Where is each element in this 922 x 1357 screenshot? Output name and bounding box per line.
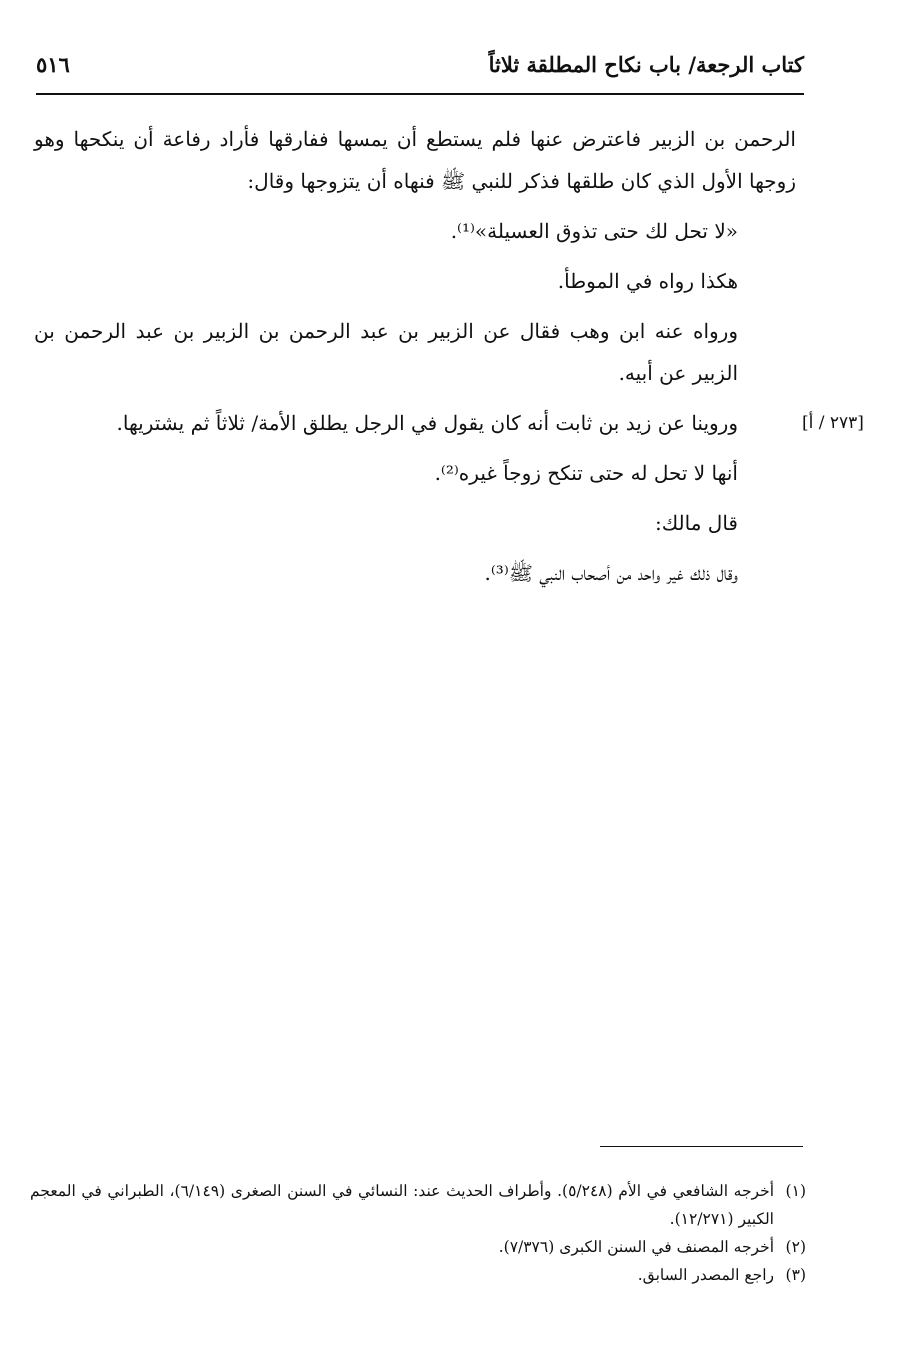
footnote-text: راجع المصدر السابق.: [637, 1266, 774, 1284]
footnote-2: [30, 1233, 806, 1261]
page-number: ٥١٦: [36, 52, 70, 77]
footnote-number: (١): [785, 1182, 806, 1200]
paragraph-2: «لا تحل لك حتى تذوق العسيلة»⁽¹⁾.: [450, 219, 738, 243]
paragraph-3: هكذا رواه في الموطأ.: [557, 269, 738, 293]
footnote-text: أخرجه الشافعي في الأم (٥/٢٤٨). وأطراف الحديث عند: النسائي في السنن الصغرى (٦/١٤٩)، الطبراني في المعجم الكبير (١٢/٢٧١).: [30, 1182, 774, 1228]
paragraph-7: قال مالك:: [654, 511, 738, 535]
footnote-text: أخرجه المصنف في السنن الكبرى (٧/٣٧٦).: [498, 1238, 774, 1256]
running-title: كتاب الرجعة/ باب نكاح المطلقة ثلاثاً: [488, 52, 804, 77]
footnotes: [30, 1177, 806, 1289]
main-text: [34, 118, 796, 594]
footnote-1: [30, 1177, 806, 1233]
paragraph-8: وقال ذلك غير واحد من أصحاب النبي ﷺ⁽³⁾.: [484, 561, 738, 585]
paragraph-6: أنها لا تحل له حتى تنكح زوجاً غيره⁽²⁾.: [434, 461, 738, 485]
paragraph-4: ورواه عنه ابن وهب فقال عن الزبير بن عبد الرحمن بن الزبير بن عبد الرحمن بن الزبير عن أبيه.: [34, 319, 738, 385]
header-divider: [36, 93, 804, 95]
footnote-divider: [600, 1146, 803, 1147]
paragraph-1: الرحمن بن الزبير فاعترض عنها فلم يستطع أن يمسها ففارقها فأراد رفاعة أن ينكحها وهو زوجها الأول الذي كان طلقها فذكر للنبي ﷺ فنهاه أن يتزوجها وقال:: [34, 127, 796, 193]
page-header: [36, 46, 804, 90]
paragraph-5: وروينا عن زيد بن ثابت أنه كان يقول في الرجل يطلق الأمة/ ثلاثاً ثم يشتريها.: [116, 411, 738, 435]
manuscript-folio-marker: [٢٧٣ / أ]: [802, 413, 864, 433]
footnote-number: (٣): [785, 1266, 806, 1284]
footnote-3: [30, 1261, 806, 1289]
footnote-number: (٢): [785, 1238, 806, 1256]
